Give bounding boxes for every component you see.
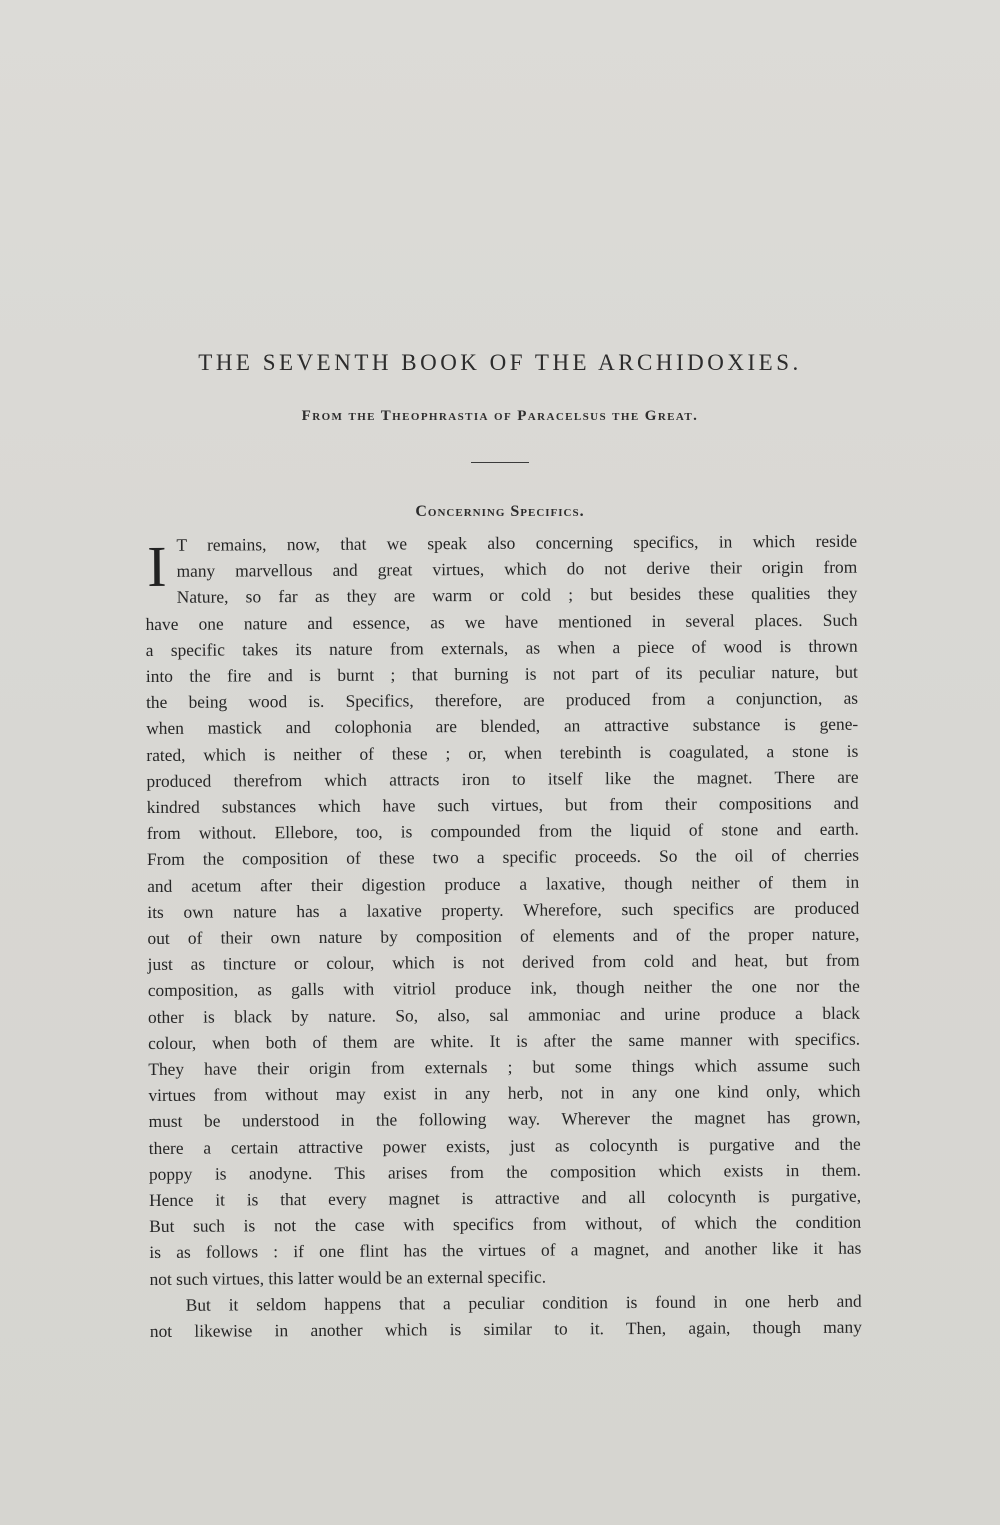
text-line: there a certain attractive power exists, just as colocynth is purgative and the [148,1133,861,1158]
text-line: out of their own nature by composition of elements and of the proper nature, [147,923,860,949]
paragraph-1 [145,528,862,1292]
text-line: not such virtues, this latter would be an external specific. [149,1266,547,1289]
text-line: from without. Ellebore, too, is compounded from the liquid of stone and earth. [146,818,859,844]
text-line: virtues from without may exist in any herb, not in any one kind only, which [148,1080,861,1106]
text-line: T remains, now, that we speak also concerning specifics, in which reside [176,530,858,555]
text-line: other is black by nature. So, also, sal ammoniac and urine produce a black [147,1002,861,1027]
text-line: just as tincture or colour, which is not derived from cold and heat, but from [147,949,860,975]
text-line: But such is not the case with specifics from without, of which the condition [149,1211,862,1237]
text-line: into the fire and is burnt ; that burning is not part of its peculiar nature, but [145,661,858,687]
drop-cap: I [147,533,167,599]
text-line: Nature, so far as they are warm or cold ; but besides these qualities they [176,583,858,608]
text-line: composition, as galls with vitriol produce ink, though neither the one nor the [147,976,860,1001]
text-line: many marvellous and great virtues, which do not derive their origin from [176,556,858,582]
text-line: the being wood is. Specifics, therefore, are produced from a conjunction, as [145,687,859,713]
text-line: produced therefrom which attracts iron to itself like the magnet. There are [146,766,859,791]
text-line: a specific takes its nature from externals, as when a piece of wood is thrown [145,635,858,660]
text-line: poppy is anodyne. This arises from the composition which exists in them. [148,1159,861,1184]
text-line: have one nature and essence, as we have mentioned in several places. Such [145,609,858,634]
text-line: colour, when both of them are white. It is after the same manner with specifics. [148,1028,861,1053]
text-line: when mastick and colophonia are blended, an attractive substance is gene- [146,714,859,739]
divider-rule [471,462,529,463]
text-line: and acetum after their digestion produce a laxative, though neither of them in [147,871,860,896]
text-line: From the composition of these two a specific proceeds. So the oil of cherries [146,845,860,870]
text-line: must be understood in the following way. Wherever the magnet has grown, [148,1107,861,1132]
text-line: is as follows : if one flint has the virtues of a magnet, and another like it has [149,1238,862,1263]
text-line: kindred substances which have such virtues, but from their compositions and [146,792,859,818]
text-line: Hence it is that every magnet is attractive and all colocynth is purgative, [149,1185,862,1211]
text-line: But it seldom happens that a peculiar condition is found in one herb and [185,1290,862,1315]
book-title: THE SEVENTH BOOK OF THE ARCHIDOXIES. [198,350,802,375]
section-heading: Concerning Specifics. [415,503,585,520]
text-line: They have their origin from externals ; but some things which assume such [148,1054,861,1080]
book-subtitle: From the Theophrastia of Paracelsus the Great. [301,408,699,424]
body-text [145,528,862,1345]
text-line: rated, which is neither of these ; or, when terebinth is coagulated, a stone is [146,740,859,765]
paragraph-2 [150,1288,862,1345]
text-line: not likewise in another which is similar to it. Then, again, though many [149,1316,862,1342]
text-line: its own nature has a laxative property. Wherefore, such specifics are produced [147,897,860,922]
